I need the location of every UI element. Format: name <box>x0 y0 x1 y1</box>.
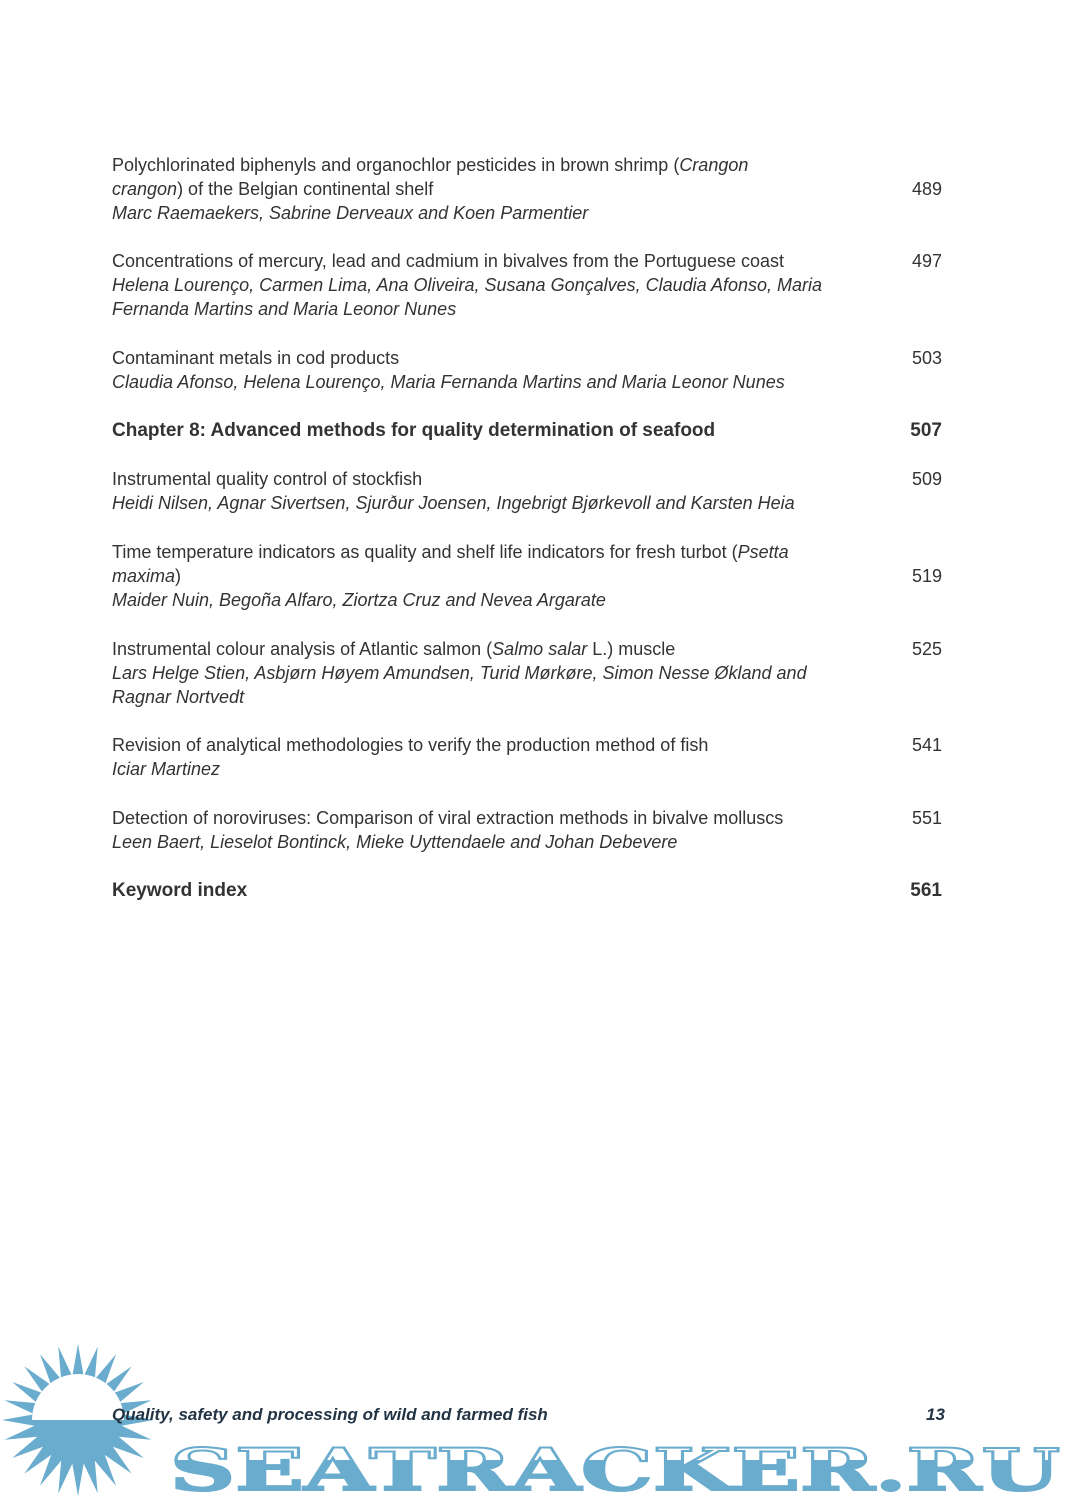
toc-entry[interactable] <box>112 249 942 322</box>
entry-authors: Fernanda Martins and Maria Leonor Nunes <box>112 299 457 320</box>
entry-page-number: 503 <box>911 348 942 368</box>
entry-authors: Claudia Afonso, Helena Lourenço, Maria Fernanda Martins and Maria Leonor Nunes <box>112 372 785 393</box>
entry-title-line <box>112 540 942 564</box>
title-segment: Instrumental colour analysis of Atlantic salmon ( <box>112 639 493 659</box>
toc-entry[interactable] <box>112 346 942 394</box>
title-segment: Salmo salar <box>492 639 588 659</box>
entry-title-line <box>112 637 942 661</box>
entry-page-number: 551 <box>911 808 942 828</box>
watermark-text: SEATRACKER.RU <box>170 1436 1060 1496</box>
entry-title-line <box>112 346 942 370</box>
title-segment: Chapter 8: Advanced methods for quality determination of seafood <box>112 420 716 441</box>
title-segment: Psetta <box>737 542 789 562</box>
title-segment: Contaminant metals in cod products <box>112 348 400 368</box>
title-segment: Revision of analytical methodologies to verify the production method of fish <box>112 735 709 755</box>
title-segment: Crangon <box>679 155 749 175</box>
entry-authors: Maider Nuin, Begoña Alfaro, Ziortza Cruz and Nevea Argarate <box>112 590 606 611</box>
entry-title-line <box>112 153 942 177</box>
title-segment: Time temperature indicators as quality and shelf life indicators for fresh turbot ( <box>112 542 738 562</box>
entry-title-line <box>112 419 942 443</box>
entry-page-number: 497 <box>911 251 942 271</box>
entry-authors: Marc Raemaekers, Sabrine Derveaux and Koen Parmentier <box>112 203 589 224</box>
entry-title-line <box>112 249 942 273</box>
entry-page-number: 561 <box>910 880 942 901</box>
entry-page-number: 525 <box>911 639 942 659</box>
title-segment: ) of the Belgian continental shelf <box>177 179 434 200</box>
entry-title-line <box>112 733 942 757</box>
toc-entry[interactable] <box>112 153 942 226</box>
entry-page-number: 489 <box>911 179 942 200</box>
footer-page-number: 13 <box>926 1405 945 1424</box>
footer-book-title: Quality, safety and processing of wild and farmed fish <box>112 1405 548 1424</box>
title-segment: Concentrations of mercury, lead and cadmium in bivalves from the Portuguese coast <box>112 251 784 271</box>
entry-authors: Lars Helge Stien, Asbjørn Høyem Amundsen, Turid Mørkøre, Simon Nesse Økland and <box>112 663 807 684</box>
toc-entry[interactable] <box>112 806 942 854</box>
toc-entry[interactable] <box>112 637 942 710</box>
title-segment: crangon <box>112 179 178 200</box>
watermark-logo <box>0 1436 1080 1496</box>
entry-title-line <box>112 806 942 830</box>
entry-authors: Heidi Nilsen, Agnar Sivertsen, Sjurður Joensen, Ingebrigt Bjørkevoll and Karsten Heia <box>112 493 795 514</box>
title-segment: maxima <box>112 566 176 587</box>
entry-title-line <box>112 564 942 588</box>
entry-authors: Iciar Martinez <box>112 759 221 780</box>
entry-authors: Helena Lourenço, Carmen Lima, Ana Oliveira, Susana Gonçalves, Claudia Afonso, Maria <box>112 275 823 296</box>
title-segment: L.) muscle <box>587 639 676 659</box>
entry-page-number: 541 <box>911 735 942 755</box>
toc-chapter-heading[interactable] <box>112 879 942 903</box>
toc-chapter-heading[interactable] <box>112 419 942 443</box>
entry-authors: Ragnar Nortvedt <box>112 687 245 708</box>
title-segment: ) <box>175 566 182 587</box>
toc-entry[interactable] <box>112 467 942 515</box>
toc-entry[interactable] <box>112 540 942 613</box>
title-segment: Detection of noroviruses: Comparison of viral extraction methods in bivalve molluscs <box>112 808 784 828</box>
title-segment: Instrumental quality control of stockfish <box>112 469 423 489</box>
toc-entry[interactable] <box>112 733 942 781</box>
title-segment: Polychlorinated biphenyls and organochlor pesticides in brown shrimp ( <box>112 155 680 175</box>
title-segment: Keyword index <box>112 880 248 901</box>
entry-title-line <box>112 879 942 903</box>
entry-title-line <box>112 177 942 201</box>
entry-authors: Leen Baert, Lieselot Bontinck, Mieke Uyttendaele and Johan Debevere <box>112 832 678 853</box>
entry-page-number: 519 <box>911 566 942 587</box>
entry-page-number: 507 <box>910 420 942 441</box>
entry-page-number: 509 <box>911 469 942 489</box>
entry-title-line <box>112 467 942 491</box>
